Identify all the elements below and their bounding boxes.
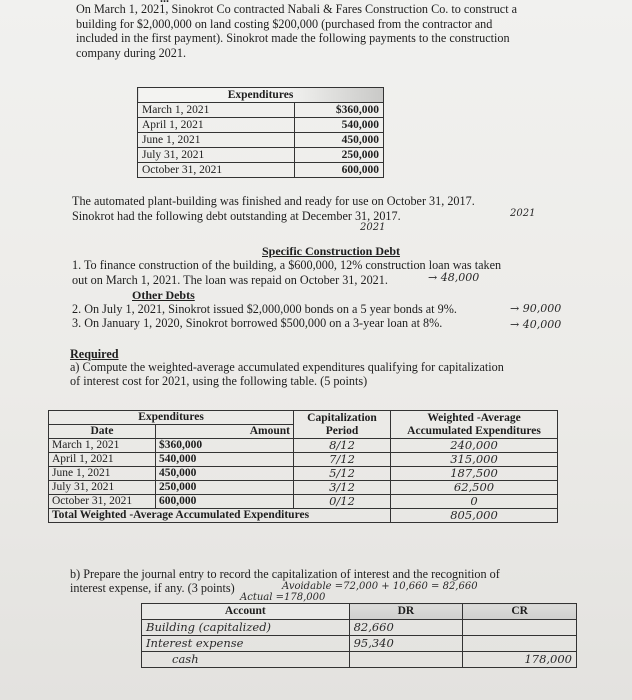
wa-cell[interactable]: 240,000 xyxy=(391,439,558,453)
cr-cell[interactable]: 178,000 xyxy=(463,652,577,668)
amount-cell: 450,000 xyxy=(156,467,294,481)
loan-line: 1. To finance construction of the building, a $600,000, 12% construction loan was taken xyxy=(72,258,502,272)
period-cell[interactable]: 0/12 xyxy=(294,495,391,509)
cr-cell[interactable] xyxy=(463,620,577,636)
dr-cell[interactable]: 82,660 xyxy=(349,620,463,636)
completion-paragraph xyxy=(72,194,475,223)
account-cell[interactable]: Building (capitalized) xyxy=(142,620,350,636)
date-cell: April 1, 2021 xyxy=(138,118,295,133)
intro-paragraph xyxy=(76,2,576,60)
amount-cell: 600,000 xyxy=(295,163,384,178)
amount-cell: $360,000 xyxy=(156,439,294,453)
handwritten-note: → 90,000 xyxy=(510,302,562,315)
header-wa-line: Accumulated Expenditures xyxy=(407,424,541,437)
intro-line: included in the first payment). Sinokrot made the following payments to the construction xyxy=(76,31,510,45)
account-cell[interactable]: cash xyxy=(142,652,350,668)
loan-interest-note: 48,000 xyxy=(440,271,480,284)
header-account: Account xyxy=(142,604,350,620)
amount-cell: 540,000 xyxy=(295,118,384,133)
table-row xyxy=(49,439,558,453)
weighted-average-table xyxy=(48,410,558,523)
expenditures-table-title: Expenditures xyxy=(138,88,384,103)
date-cell: March 1, 2021 xyxy=(49,439,156,453)
wa-cell[interactable]: 62,500 xyxy=(391,481,558,495)
handwritten-note: → 40,000 xyxy=(510,318,562,331)
dr-cell[interactable]: 95,340 xyxy=(349,636,463,652)
specific-debt-heading: Specific Construction Debt xyxy=(262,244,400,258)
bond-line: 2. On July 1, 2021, Sinokrot issued $2,000,000 bonds on a 5 year bonds at 9%. xyxy=(72,302,457,316)
header-capitalization xyxy=(294,411,391,439)
period-cell[interactable]: 7/12 xyxy=(294,453,391,467)
table-row xyxy=(138,148,384,163)
date-cell: October 31, 2021 xyxy=(138,163,295,178)
amount-cell: 600,000 xyxy=(156,495,294,509)
amount-cell: $360,000 xyxy=(295,103,384,118)
intro-line: building for $2,000,000 on land costing $200,000 (purchased from the contractor and xyxy=(76,16,493,31)
account-cell[interactable]: Interest expense xyxy=(142,636,350,652)
wa-cell[interactable]: 0 xyxy=(391,495,558,509)
header-dr: DR xyxy=(349,604,463,620)
required-line: of interest cost for 2021, using the following table. (5 points) xyxy=(70,374,368,388)
table-row xyxy=(138,103,384,118)
handwritten-year: 2021 xyxy=(360,222,386,233)
amount-cell: 250,000 xyxy=(156,481,294,495)
part-b-line: interest expense, if any. (3 points) xyxy=(70,581,235,595)
period-cell[interactable]: 8/12 xyxy=(294,439,391,453)
journal-row xyxy=(142,652,577,668)
loan-line: out on March 1, 2021. The loan was repaid on October 31, 2021. xyxy=(72,272,388,287)
period-cell[interactable]: 5/12 xyxy=(294,467,391,481)
header-expenditures: Expenditures xyxy=(49,411,294,425)
header-wa-line: Weighted -Average xyxy=(427,411,521,424)
total-label: Total Weighted -Average Accumulated Expenditures xyxy=(49,509,391,523)
header-cap-line: Period xyxy=(325,424,359,437)
completion-line: The automated plant-building was finished and ready for use on October 31, 2017. xyxy=(72,194,475,208)
required-a-text xyxy=(70,360,504,388)
amount-cell: 450,000 xyxy=(295,133,384,148)
header-cap-line: Capitalization xyxy=(307,411,377,424)
handwritten-actual: Actual =178,000 xyxy=(240,592,326,603)
date-cell: July 31, 2021 xyxy=(49,481,156,495)
other-debts-heading: Other Debts xyxy=(132,288,195,302)
journal-row xyxy=(142,636,577,652)
loan-interest-note: 40,000 xyxy=(522,318,562,331)
handwritten-avoidable: Avoidable =72,000 + 10,660 = 82,660 xyxy=(282,581,478,592)
date-cell: July 31, 2021 xyxy=(138,148,295,163)
required-line: a) Compute the weighted-average accumulated expenditures qualifying for capitalization xyxy=(70,360,504,374)
bond-interest-note: 90,000 xyxy=(522,302,562,315)
header-weighted-average xyxy=(391,411,558,439)
wa-cell[interactable]: 187,500 xyxy=(391,467,558,481)
loan-line: 3. On January 1, 2020, Sinokrot borrowed $500,000 on a 3-year loan at 8%. xyxy=(72,316,443,330)
part-b-line: b) Prepare the journal entry to record the capitalization of interest and the recognition of xyxy=(70,567,500,581)
date-cell: April 1, 2021 xyxy=(49,453,156,467)
date-cell: June 1, 2021 xyxy=(49,467,156,481)
date-cell: October 31, 2021 xyxy=(49,495,156,509)
header-amount: Amount xyxy=(156,425,294,439)
table-row xyxy=(49,453,558,467)
intro-line: On March 1, 2021, Sinokrot Co contracted Nabali & Fares Construction Co. to construct a xyxy=(76,2,518,16)
table-row xyxy=(138,118,384,133)
date-cell: June 1, 2021 xyxy=(138,133,295,148)
wa-cell[interactable]: 315,000 xyxy=(391,453,558,467)
header-cr: CR xyxy=(463,604,577,620)
expenditures-table xyxy=(137,87,384,178)
date-cell: March 1, 2021 xyxy=(138,103,295,118)
table-row xyxy=(49,495,558,509)
handwritten-note: → 48,000 xyxy=(428,271,480,284)
journal-row xyxy=(142,620,577,636)
handwritten-year: 2021 xyxy=(510,208,536,219)
dr-cell[interactable] xyxy=(349,652,463,668)
intro-line: company during 2021. xyxy=(76,45,187,60)
amount-cell: 540,000 xyxy=(156,453,294,467)
journal-entry-table xyxy=(141,603,577,668)
period-cell[interactable]: 3/12 xyxy=(294,481,391,495)
table-row xyxy=(49,481,558,495)
header-date: Date xyxy=(49,425,156,439)
required-heading: Required xyxy=(70,347,119,361)
table-row xyxy=(49,467,558,481)
table-row xyxy=(138,133,384,148)
cr-cell[interactable] xyxy=(463,636,577,652)
amount-cell: 250,000 xyxy=(295,148,384,163)
total-value[interactable]: 805,000 xyxy=(391,509,558,523)
table-row xyxy=(138,163,384,178)
total-row xyxy=(49,509,558,523)
completion-line: Sinokrot had the following debt outstanding at December 31, 2017. xyxy=(72,208,401,223)
